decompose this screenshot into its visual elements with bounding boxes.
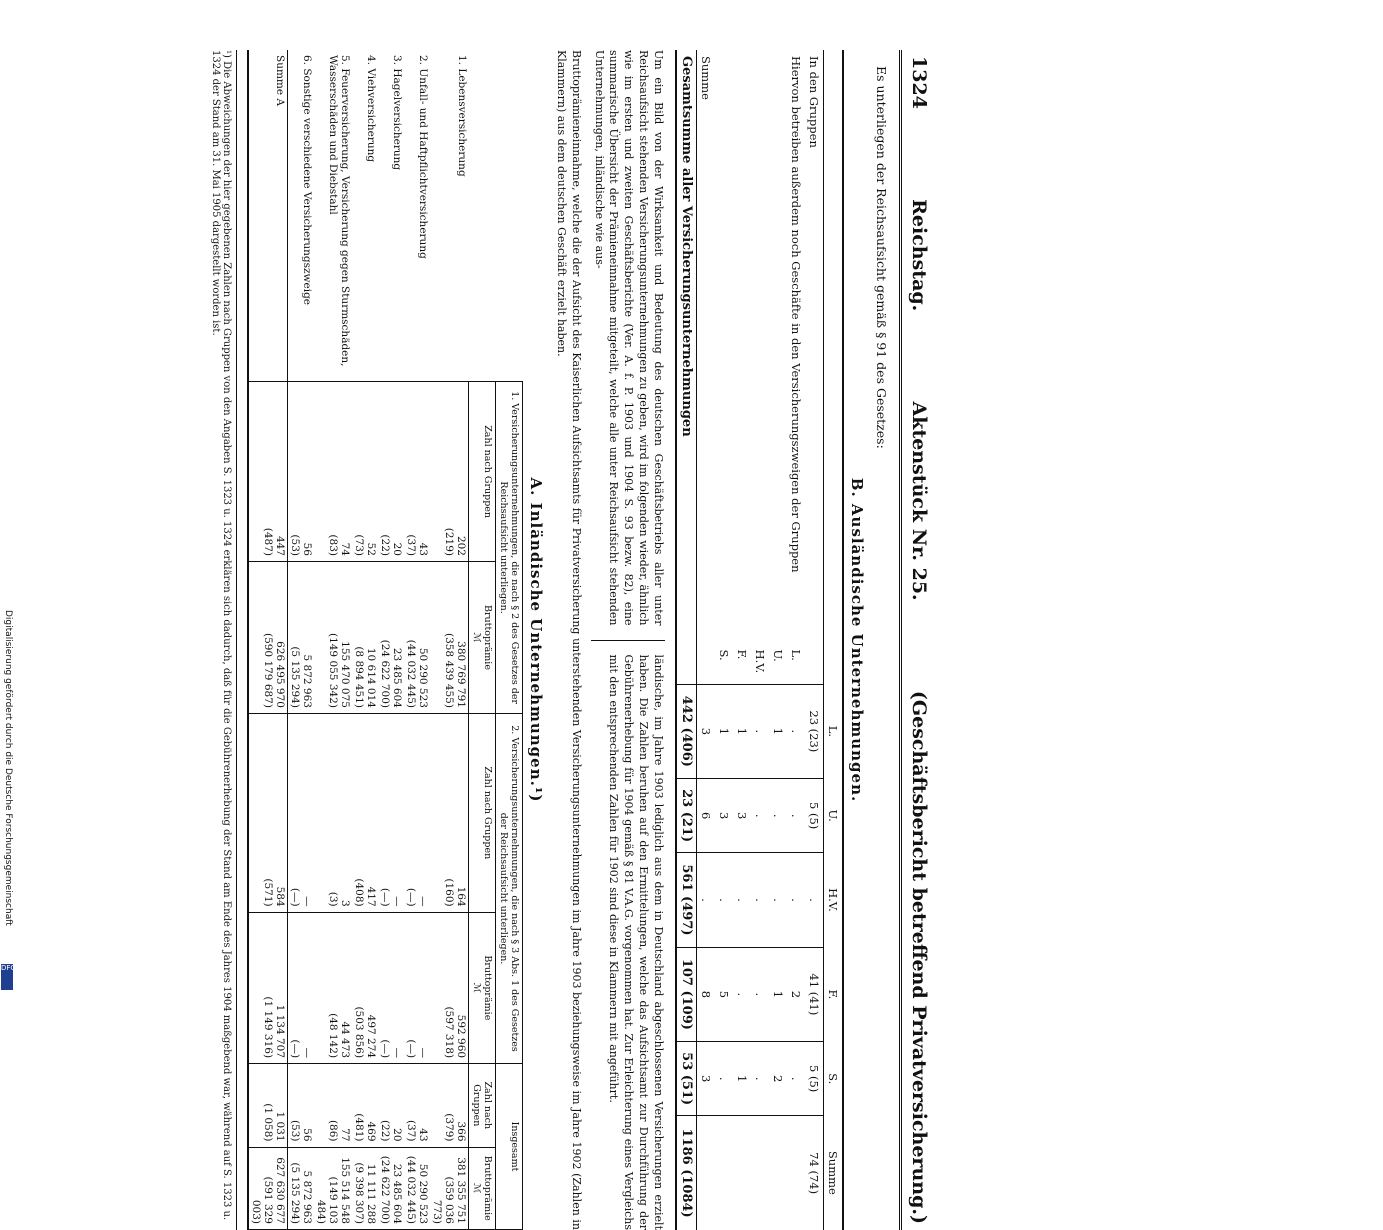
table-cell: . <box>787 853 805 947</box>
col-header: H.V. <box>824 853 844 947</box>
row-label <box>715 50 733 644</box>
value-1903: 43 <box>417 1069 429 1141</box>
table-row <box>378 50 404 1230</box>
table-row <box>733 50 751 1230</box>
text-column-left: Um ein Bild von der Wirksamkeit und Bedeutung des deutschen Geschäftsbetriebs aller unter Reichsaufsicht stehenden Versicherungsunternehmungen zu geben, wird im folgenden wieder, ähnlich wie im ersten und zweiten Geschäftsberichte (Ver. A. f. P. 1903 und 1904 S. 93 bezw. 82), eine summarische Übersicht der Prämieneinnahme mitgeteilt, welche alle unter Reichsaufsicht stehenden Unternehmungen, inländische wie aus- <box>591 50 665 626</box>
value-1902: (5 135 294) <box>289 1153 301 1224</box>
value-1903: 10 614 014 <box>365 567 377 708</box>
value-1903: 380 769 791 <box>455 567 467 708</box>
value-1902: (53) <box>289 1069 301 1141</box>
header-rule <box>899 50 902 1230</box>
value-1903: 155 514 548 <box>339 1153 351 1224</box>
value-1902: (—) <box>405 719 417 907</box>
value-1902: (24 622 700) <box>379 1153 391 1224</box>
table-cell: . <box>733 853 751 947</box>
group-header: Insgesamt <box>496 1064 523 1230</box>
table-cell <box>314 912 352 1063</box>
value-1903: 5 872 963 <box>301 567 313 708</box>
table-cell: 23 (23) <box>805 684 824 778</box>
value-1902: (3) <box>327 719 339 907</box>
col-header <box>824 50 844 684</box>
value-1903: 626 495 970 <box>274 567 286 708</box>
value-1903: — <box>301 918 313 1058</box>
table-cell: . <box>787 779 805 853</box>
value-1902: (37) <box>405 1069 417 1141</box>
document-page <box>100 50 930 1230</box>
table-cell <box>248 1064 288 1147</box>
row-sublabel: U. <box>769 644 787 685</box>
value-1902: (48 142) <box>327 918 339 1058</box>
table-row <box>430 50 469 1230</box>
value-1903: 366 <box>455 1069 467 1141</box>
row-sublabel: F. <box>733 644 751 685</box>
value-1902: (22) <box>379 1069 391 1141</box>
column-divider <box>591 640 665 641</box>
value-1902: (590 179 687) <box>262 567 274 708</box>
table-cell: 1 <box>733 684 751 778</box>
table-row <box>787 50 805 1230</box>
table-cell: . <box>751 779 769 853</box>
section-b-heading: B. Ausländische Unternehmungen. <box>848 50 866 1230</box>
table-cell <box>378 713 404 912</box>
table-cell: 41 (41) <box>805 947 824 1041</box>
page-header <box>908 50 930 1230</box>
value-1902: (8 894 451) <box>353 567 365 708</box>
value-1902: (571) <box>262 719 274 907</box>
companies-table <box>675 50 844 1230</box>
table-cell <box>314 1064 352 1147</box>
table-cell <box>248 561 288 713</box>
table-cell <box>404 561 430 713</box>
row-label: 4. Viehversicherung <box>352 50 378 382</box>
table-cell <box>352 561 378 713</box>
table-cell <box>378 1064 404 1147</box>
row-sublabel: H.V. <box>751 644 769 685</box>
table-cell <box>430 912 469 1063</box>
table-cell <box>378 561 404 713</box>
table-cell <box>715 1116 733 1230</box>
total-row <box>676 50 697 1230</box>
dfg-logo: DFG <box>1 964 13 990</box>
value-1903: 77 <box>339 1069 351 1141</box>
col-header: U. <box>824 779 844 853</box>
table-row <box>314 50 352 1230</box>
col-header: L. <box>824 684 844 778</box>
table-cell <box>288 1147 315 1229</box>
value-1902: (149 103 484) <box>315 1153 339 1224</box>
premium-table <box>247 50 523 1230</box>
table-header-row <box>824 50 844 1230</box>
value-1903: — <box>417 918 429 1058</box>
value-1902: (379) <box>443 1069 455 1141</box>
row-label <box>733 50 751 644</box>
page-number: 1324 <box>908 56 930 109</box>
table-cell <box>378 382 404 562</box>
table-cell <box>314 1147 352 1229</box>
value-1903: 155 470 075 <box>339 567 351 708</box>
col-header: Zahl nach Gruppen <box>469 1064 496 1147</box>
value-1903: 50 290 523 <box>417 567 429 708</box>
table-cell: . <box>697 853 716 947</box>
value-1903: 469 <box>365 1069 377 1141</box>
value-1903: 74 <box>339 387 351 556</box>
table-cell <box>248 382 288 562</box>
table-cell: 3 <box>733 779 751 853</box>
table-cell: 5 (5) <box>805 779 824 853</box>
value-1902: (86) <box>327 1069 339 1141</box>
col-header: S. <box>824 1042 844 1116</box>
sum-row <box>248 50 288 1230</box>
table-cell <box>352 912 378 1063</box>
value-1903: 20 <box>391 387 403 556</box>
table-cell: 2 <box>787 947 805 1041</box>
row-label: 2. Unfall- und Haftpflichtversicherung <box>404 50 430 382</box>
table-body <box>676 50 824 1230</box>
table-cell <box>288 912 315 1063</box>
value-1902: (—) <box>405 918 417 1058</box>
group-header: 2. Versicherungsunternehmungen, die nach § 3 Abs. 1 des Gesetzes der Reichsaufsicht unterliegen. <box>496 713 523 1063</box>
value-1902: (22) <box>379 387 391 556</box>
col-header: Summe <box>824 1116 844 1230</box>
funding-note: Digitalisierung gefördert durch die Deutsche Forschungsgemeinschaft <box>3 610 13 926</box>
table-cell: . <box>751 1042 769 1116</box>
table-cell <box>288 382 315 562</box>
value-1903: — <box>391 719 403 907</box>
value-1902: (597 318) <box>443 918 455 1058</box>
table-cell: . <box>751 853 769 947</box>
table-cell: 3 <box>697 684 716 778</box>
table-cell <box>404 382 430 562</box>
value-1902: (53) <box>289 387 301 556</box>
row-label: 6. Sonstige verschiedene Versicherungszweige <box>288 50 315 382</box>
value-1902: (1 058) <box>262 1069 274 1141</box>
value-1903: — <box>301 719 313 907</box>
value-1903: 50 290 523 <box>417 1153 429 1224</box>
table-cell <box>430 1147 469 1229</box>
value-1902: (359 036 773) <box>431 1153 455 1224</box>
table-row <box>697 50 716 1230</box>
table-cell: 3 <box>715 779 733 853</box>
table-cell <box>430 382 469 562</box>
value-1902: (5 135 294) <box>289 567 301 708</box>
col-header <box>469 50 523 382</box>
col-header: Zahl nach Gruppen <box>469 382 496 562</box>
value-1903: — <box>417 719 429 907</box>
table-cell <box>314 561 352 713</box>
table-row <box>751 50 769 1230</box>
table-cell <box>751 1116 769 1230</box>
table-cell <box>248 912 288 1063</box>
table-cell: 1 <box>769 684 787 778</box>
value-1903: 20 <box>391 1069 403 1141</box>
table-cell: . <box>769 779 787 853</box>
value-1902: (—) <box>379 918 391 1058</box>
row-label: 3. Hagelversicherung <box>378 50 404 382</box>
table-cell: . <box>715 853 733 947</box>
value-1903: — <box>391 918 403 1058</box>
table-cell: 1 <box>733 1042 751 1116</box>
row-label: Hiervon betreiben außerdem noch Geschäfte in den Versicherungszweigen der Gruppen <box>787 50 805 644</box>
text-column-right: ländische, im Jahre 1903 lediglich aus dem in Deutschland abgeschlossenen Versicherungen erzielt haben. Die Zahlen beruhen auf den Ermittelungen, welche das Aufsichtsamt zur Durchführung der Gebührenerhebung für 1904 gemäß § 81 V.A.G. vorgenommen hat. Zur Erleichterung eines Vergleichs mit den entsprechenden Zahlen für 1902 sind diese in Klammern mit angeführt. <box>591 655 665 1230</box>
value-1903: 417 <box>365 719 377 907</box>
col-header: Bruttoprämie ℳ <box>469 1147 496 1229</box>
table-cell <box>288 713 315 912</box>
row-label: Summe <box>697 50 716 644</box>
table-cell: . <box>751 684 769 778</box>
table-cell <box>248 1147 288 1229</box>
value-1903: 56 <box>301 1069 313 1141</box>
intro-line: Es unterliegen der Reichsaufsicht gemäß § 91 des Gesetzes: <box>874 66 889 1230</box>
value-1903: 381 355 751 <box>455 1153 467 1224</box>
table-cell <box>430 713 469 912</box>
value-1902: (219) <box>443 387 455 556</box>
row-sublabel <box>805 644 824 685</box>
table-row <box>805 50 824 1230</box>
table-cell <box>787 1116 805 1230</box>
table-cell <box>404 713 430 912</box>
value-1902: (44 032 445) <box>405 1153 417 1224</box>
sidebar-credit <box>0 0 14 1000</box>
value-1903: 23 485 604 <box>391 567 403 708</box>
value-1902: (83) <box>327 387 339 556</box>
value-1903: 447 <box>274 387 286 556</box>
group-header: 1. Versicherungsunternehmungen, die nach § 2 des Gesetzes der Reichsaufsicht unterliegen. <box>496 382 523 714</box>
table-header-row <box>496 50 523 1230</box>
value-1902: (44 032 445) <box>405 567 417 708</box>
value-1903: 627 630 677 <box>274 1153 286 1224</box>
value-1902: (1 149 316) <box>262 918 274 1058</box>
table-row <box>352 50 378 1230</box>
table-cell: . <box>751 947 769 1041</box>
table-cell <box>430 1064 469 1147</box>
table-cell: 1 <box>715 684 733 778</box>
table-cell <box>352 713 378 912</box>
row-sublabel: S. <box>715 644 733 685</box>
premium-paragraph: Bruttoprämieneinnahme, welche die der Aufsicht des Kaiserlichen Aufsichtsamts für Privatversicherung unterstehenden Versicherungsunternehmungen im Jahre 1903 beziehungsweise im Jahre 1902 (Zahlen in Klammern) aus dem deutschen Geschäft erzielt haben. <box>553 50 583 1230</box>
table-cell: 5 (5) <box>805 1042 824 1116</box>
col-header: F. <box>824 947 844 1041</box>
value-1903: 11 111 288 <box>365 1153 377 1224</box>
document-subject: (Geschäftsbericht betreffend Privatversicherung.) <box>908 691 930 1224</box>
table-cell: 74 (74) <box>805 1116 824 1230</box>
table-cell: 6 <box>697 779 716 853</box>
table-row <box>715 50 733 1230</box>
section-a-heading: A. Inländische Unternehmungen.¹) <box>527 50 545 1230</box>
value-1903: 1 031 <box>274 1069 286 1141</box>
value-1902: (149 055 342) <box>327 567 339 708</box>
document-number: Aktenstück Nr. 25. <box>908 402 930 601</box>
table-cell: . <box>769 853 787 947</box>
table-cell <box>697 1116 716 1230</box>
table-cell <box>314 713 352 912</box>
value-1902: (37) <box>405 387 417 556</box>
table-cell <box>352 382 378 562</box>
table-cell: 5 <box>715 947 733 1041</box>
value-1903: 202 <box>455 387 467 556</box>
total-label: Gesamtsumme aller Versicherungsunternehmungen <box>676 50 697 684</box>
table-row <box>769 50 787 1230</box>
value-1903: 497 274 <box>365 918 377 1058</box>
table-cell <box>404 912 430 1063</box>
table-cell <box>378 912 404 1063</box>
value-1902: (408) <box>353 719 365 907</box>
row-sublabel <box>697 644 716 685</box>
col-header: Bruttoprämie ℳ <box>469 912 496 1063</box>
table-cell <box>288 1064 315 1147</box>
table-cell: 3 <box>697 1042 716 1116</box>
total-cell: 107 (109) <box>676 947 697 1041</box>
row-label <box>751 50 769 644</box>
value-1902: (73) <box>353 387 365 556</box>
table-cell <box>248 713 288 912</box>
table-cell: . <box>787 684 805 778</box>
table-cell: 8 <box>697 947 716 1041</box>
table-cell <box>404 1064 430 1147</box>
value-1902: (9 398 307) <box>353 1153 365 1224</box>
value-1903: 1 134 707 <box>274 918 286 1058</box>
row-label: In den Gruppen <box>805 50 824 644</box>
table-cell <box>733 1116 751 1230</box>
table-cell: 1 <box>769 947 787 1041</box>
table-cell: 2 <box>769 1042 787 1116</box>
table-cell <box>288 561 315 713</box>
table-row <box>404 50 430 1230</box>
row-label: 1. Lebensversicherung <box>430 50 469 382</box>
table-cell: . <box>733 947 751 1041</box>
value-1903: 592 960 <box>455 918 467 1058</box>
row-label <box>769 50 787 644</box>
value-1902: (—) <box>289 918 301 1058</box>
table-cell <box>404 1147 430 1229</box>
table-cell <box>352 1147 378 1229</box>
value-1903: 164 <box>455 719 467 907</box>
value-1903: 56 <box>301 387 313 556</box>
row-sublabel: L. <box>787 644 805 685</box>
value-1903: 5 872 963 <box>301 1153 313 1224</box>
total-cell: 1186 (1084) <box>676 1116 697 1230</box>
value-1902: (487) <box>262 387 274 556</box>
col-header: Bruttoprämie ℳ <box>469 561 496 713</box>
value-1902: (503 856) <box>353 918 365 1058</box>
row-label: Summe A <box>248 50 288 382</box>
value-1903: 23 485 604 <box>391 1153 403 1224</box>
value-1902: (—) <box>379 719 391 907</box>
intro-text <box>591 50 665 1230</box>
value-1903: 52 <box>365 387 377 556</box>
total-cell: 53 (51) <box>676 1042 697 1116</box>
total-cell: 442 (406) <box>676 684 697 778</box>
value-1902: (24 622 700) <box>379 567 391 708</box>
value-1902: (—) <box>289 719 301 907</box>
value-1902: (160) <box>443 719 455 907</box>
value-1903: 43 <box>417 387 429 556</box>
value-1903: 584 <box>274 719 286 907</box>
total-cell: 23 (21) <box>676 779 697 853</box>
table-cell: . <box>715 1042 733 1116</box>
table-cell <box>769 1116 787 1230</box>
table-cell <box>352 1064 378 1147</box>
footnote: ¹) Die Abweichungen der hier gegebenen Zahlen nach Gruppen von den Angaben S. 1323 u. 1324 erklären sich dadurch, daß für die Gebührenerhebung der Stand am Ende des Jahres 1904 maßgebend war, während auf S. 1323 u. 1324 der Stand am 31. Mai 1905 dargestellt worden ist. <box>210 50 237 1230</box>
table-cell: . <box>805 853 824 947</box>
total-cell: 561 (497) <box>676 853 697 947</box>
table-row <box>288 50 315 1230</box>
table-cell <box>314 382 352 562</box>
table-cell <box>378 1147 404 1229</box>
value-1903: 3 <box>339 719 351 907</box>
col-header: Zahl nach Gruppen <box>469 713 496 912</box>
value-1902: (591 329 003) <box>250 1153 274 1224</box>
table-cell <box>430 561 469 713</box>
value-1902: (358 439 455) <box>443 567 455 708</box>
table-body <box>248 50 469 1230</box>
value-1902: (481) <box>353 1069 365 1141</box>
value-1903: 44 473 <box>339 918 351 1058</box>
journal-title: Reichstag. <box>908 199 930 311</box>
table-cell: . <box>787 1042 805 1116</box>
row-label: 5. Feuerversicherung, Versicherung gegen Sturmschäden, Wasserschäden und Diebstahl <box>314 50 352 382</box>
